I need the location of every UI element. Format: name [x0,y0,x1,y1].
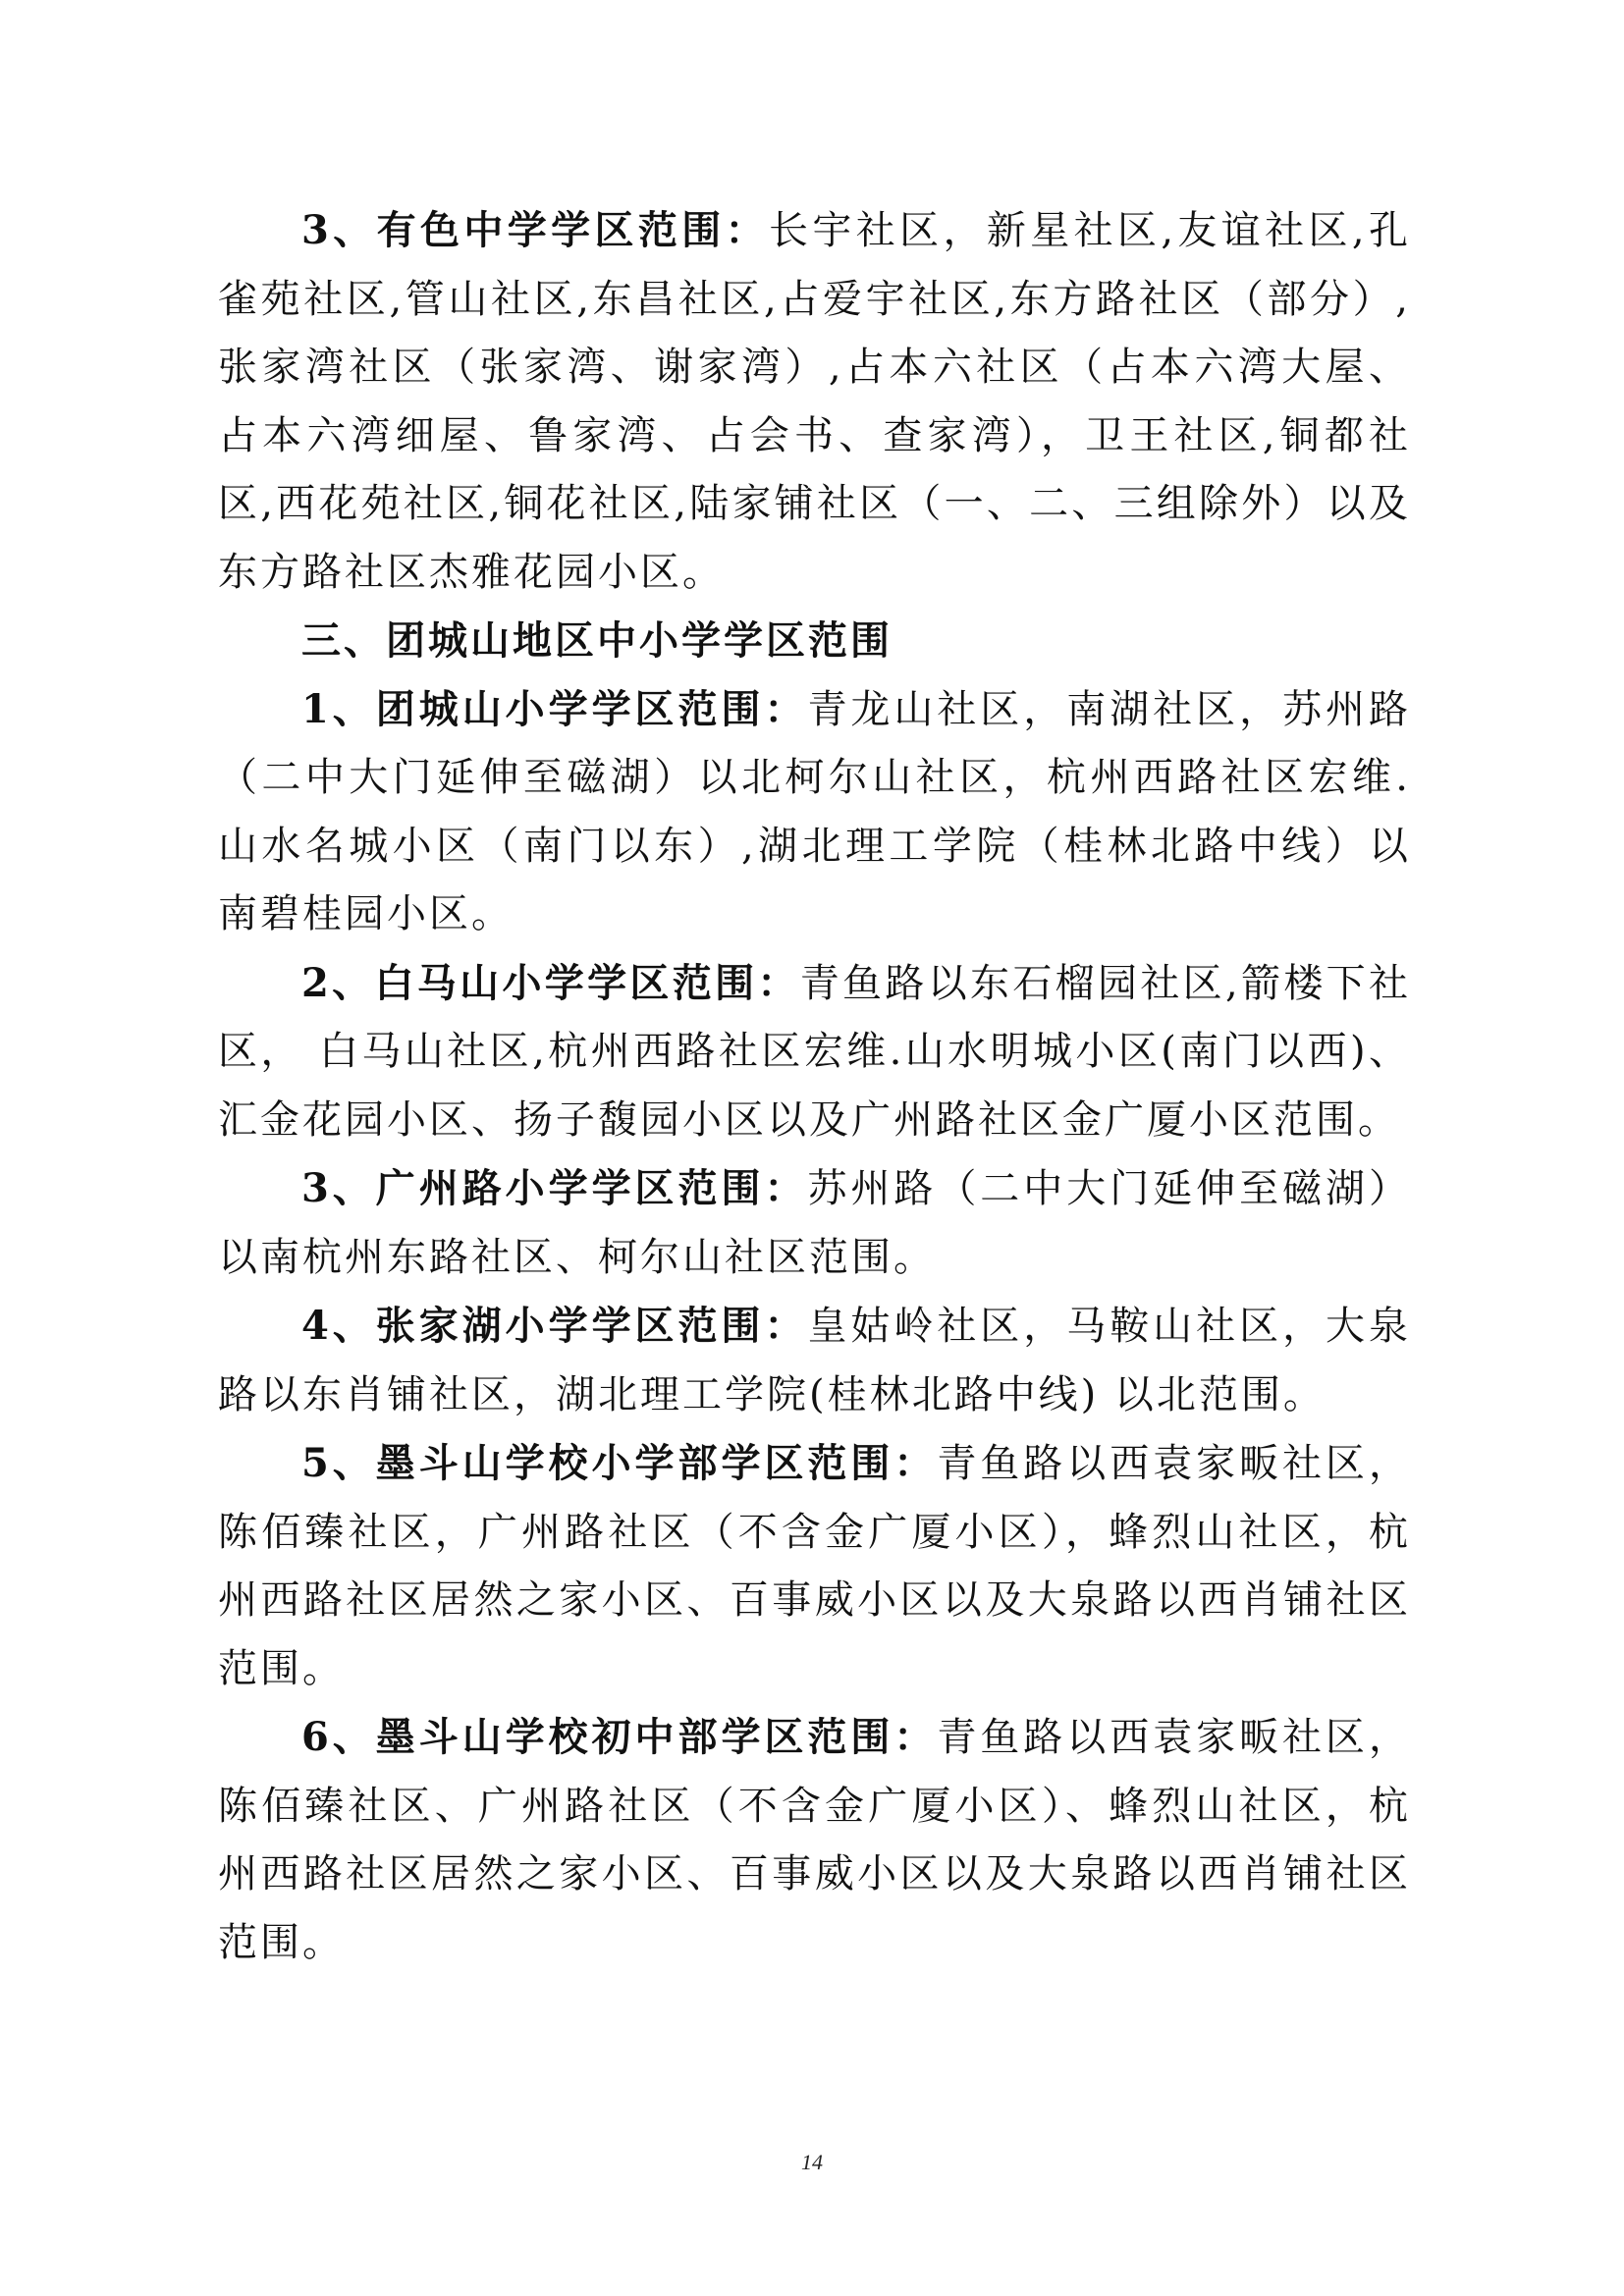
paragraph-text: 青鱼路以东石榴园社区,箭楼下社区， 白马山社区,杭州西路社区宏维.山水明城小区(南门以西)、汇金花园小区、扬子馥园小区以及广州路社区金广厦小区范围。 [218,960,1411,1143]
paragraph-zhangjiahu-primary [218,1292,1411,1429]
paragraph-lead: 2、白马山小学学区范围： [301,959,800,1006]
paragraph-text: 青龙山社区，南湖社区，苏州路（二中大门延伸至磁湖）以北柯尔山社区，杭州西路社区宏维.山水名城小区（南门以东）,湖北理工学院（桂林北路中线）以南碧桂园小区。 [218,686,1411,936]
paragraph-tuanchengshan-primary [218,675,1411,949]
paragraph-text: 长宇社区，新星社区,友谊社区,孔雀苑社区,管山社区,东昌社区,占爱宇社区,东方路社区（部分）,张家湾社区（张家湾、谢家湾）,占本六社区（占本六湾大屋、占本六湾细屋、鲁家湾、占会书、查家湾），卫王社区,铜都社区,西花苑社区,铜花社区,陆家铺社区（一、二、三组除外）以及东方路社区杰雅花园小区。 [218,208,1411,595]
section-heading-tuanchengshan: 三、团城山地区中小学学区范围 [301,617,893,664]
paragraph-modoushan-junior-section [218,1703,1411,1977]
paragraph-guangzhoulu-primary [218,1154,1411,1292]
paragraph-text: 皇姑岭社区，马鞍山社区，大泉路以东肖铺社区，湖北理工学院(桂林北路中线) 以北范围。 [218,1304,1411,1417]
paragraph-text: 青鱼路以西袁家畈社区，陈佰臻社区、广州路社区（不含金广厦小区）、蜂烈山社区，杭州西路社区居然之家小区、百事威小区以及大泉路以西肖铺社区范围。 [218,1715,1411,1965]
document-body [218,196,1411,1977]
paragraph-lead: 3、有色中学学区范围： [301,207,769,253]
page-number: 14 [801,2150,823,2174]
paragraph-youse-middle-school [218,196,1411,607]
paragraph-lead: 4、张家湖小学学区范围： [301,1303,808,1349]
paragraph-lead: 6、墨斗山学校初中部学区范围： [301,1714,938,1760]
paragraph-lead: 3、广州路小学学区范围： [301,1165,808,1211]
paragraph-lead: 5、墨斗山学校小学部学区范围： [301,1440,938,1486]
paragraph-modoushan-primary-section [218,1429,1411,1703]
paragraph-text: 青鱼路以西袁家畈社区，陈佰臻社区，广州路社区（不含金广厦小区），蜂烈山社区，杭州西路社区居然之家小区、百事威小区以及大泉路以西肖铺社区范围。 [218,1441,1411,1691]
paragraph-baimashan-primary [218,949,1411,1155]
paragraph-text: 苏州路（二中大门延伸至磁湖）以南杭州东路社区、柯尔山社区范围。 [218,1166,1411,1280]
paragraph-lead: 1、团城山小学学区范围： [301,685,808,732]
